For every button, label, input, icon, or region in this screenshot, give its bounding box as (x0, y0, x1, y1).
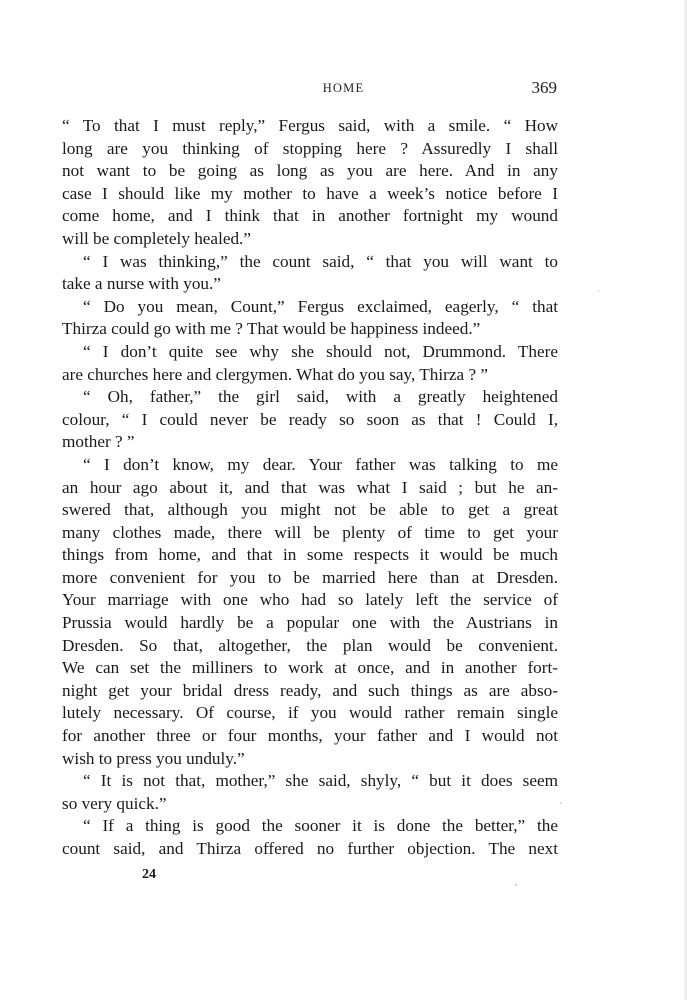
text-line: more convenient for you to be married here than at Dresden. (62, 567, 558, 587)
text-line: “ I don’t know, my dear. Your father was talking to me (83, 454, 558, 474)
text-line: Your marriage with one who had so lately left the service of (62, 590, 558, 610)
text-line: wish to press you unduly.” (62, 748, 245, 768)
text-line: long are you thinking of stopping here ? Assuredly I shall (62, 138, 558, 158)
text-line: colour, “ I could never be ready so soon as that ! Could I, (62, 409, 558, 429)
text-line: not want to be going as long as you are here. And in any (62, 161, 558, 181)
text-line: for another three or four months, your father and I would not (62, 726, 558, 746)
text-line: count said, and Thirza offered no further objection. The next (62, 839, 558, 858)
text-line: case I should like my mother to have a week’s notice before I (62, 183, 558, 203)
running-header (0, 78, 687, 100)
text-line: are churches here and clergymen. What do you say, Thirza ? ” (62, 364, 489, 384)
speck (560, 802, 562, 804)
text-line: things from home, and that in some respects it would be much (62, 545, 558, 565)
text-line: lutely necessary. Of course, if you would rather remain single (62, 703, 558, 723)
text-line: will be completely healed.” (62, 228, 251, 248)
text-line: “ It is not that, mother,” she said, shyly, “ but it does seem (83, 771, 558, 791)
text-line: Thirza could go with me ? That would be happiness indeed.” (62, 319, 481, 339)
text-line: “ I was thinking,” the count said, “ that you will want to (83, 251, 558, 271)
text-line: “ To that I must reply,” Fergus said, with a smile. “ How (62, 116, 558, 135)
text-line: many clothes made, there will be plenty of time to get your (62, 522, 558, 542)
text-line: an hour ago about it, and that was what I said ; but he an- (62, 477, 558, 497)
body-text (62, 115, 558, 861)
page-edge-shadow (683, 0, 687, 1000)
text-line: come home, and I think that in another fortnight my wound (62, 206, 558, 226)
running-title: HOME (322, 81, 365, 95)
text-line: “ Do you mean, Count,” Fergus exclaimed, eagerly, “ that (83, 296, 558, 316)
text-line: take a nurse with you.” (62, 274, 221, 294)
signature-mark: 24 (142, 867, 156, 882)
text-line: “ If a thing is good the sooner it is done the better,” the (83, 816, 558, 836)
speck (598, 290, 600, 292)
text-line: night get your bridal dress ready, and such things as are abso- (62, 680, 558, 700)
text-line: We can set the milliners to work at once, and in another fort- (62, 658, 558, 678)
text-line: “ Oh, father,” the girl said, with a greatly heightened (83, 387, 558, 407)
text-line: “ I don’t quite see why she should not, Drummond. There (83, 341, 558, 361)
page-number: 369 (531, 78, 557, 97)
speck (515, 884, 517, 886)
text-line: mother ? ” (62, 432, 135, 452)
text-line: Prussia would hardly be a popular one with the Austrians in (62, 613, 558, 633)
text-line: swered that, although you might not be able to get a great (62, 500, 558, 520)
text-line: so very quick.” (62, 793, 167, 813)
text-line: Dresden. So that, altogether, the plan would be convenient. (62, 635, 558, 655)
